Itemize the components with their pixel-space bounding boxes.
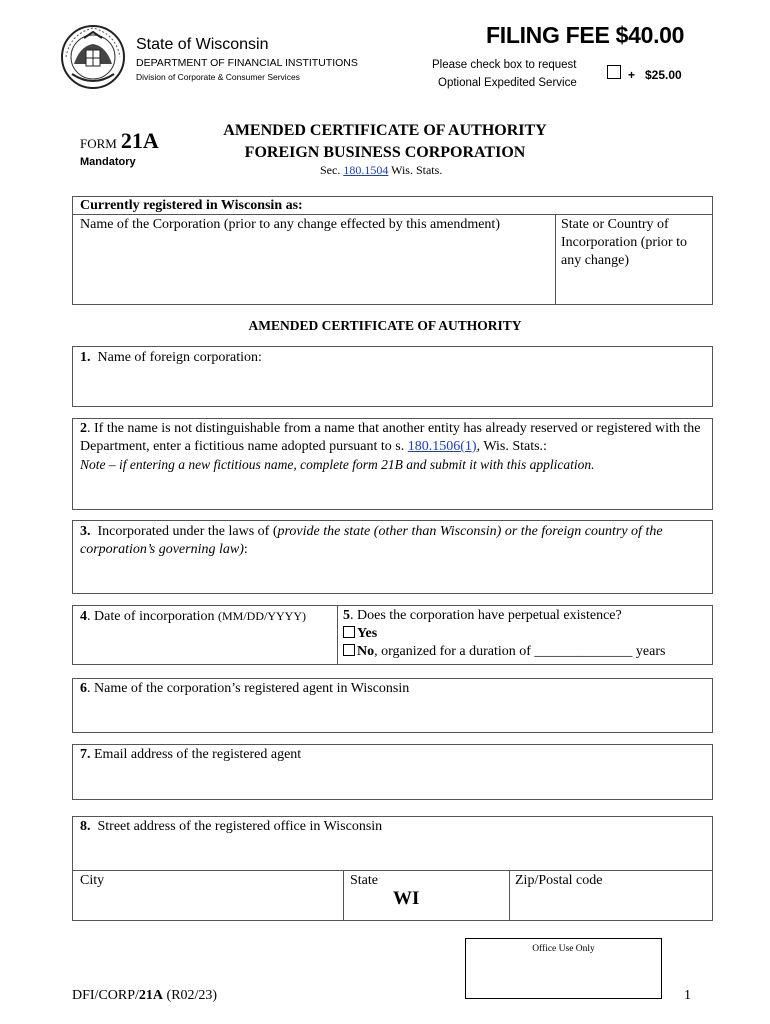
- question-7-text: Email address of the registered agent: [94, 747, 302, 762]
- question-6-number: 6: [80, 681, 87, 696]
- date-format-hint: (MM/DD/YYYY): [218, 609, 307, 623]
- question-2-label: [80, 420, 706, 475]
- address-row-divider: [72, 870, 713, 871]
- question-6-label: [80, 680, 409, 698]
- expedite-checkbox[interactable]: [607, 65, 621, 79]
- office-use-label: Office Use Only: [532, 944, 595, 954]
- expedite-request-line1: Please check box to request: [432, 59, 577, 71]
- zip-label[interactable]: Zip/Postal code: [515, 873, 603, 888]
- city-state-divider: [343, 870, 344, 921]
- question-8-text: Street address of the registered office in Wisconsin: [97, 819, 383, 834]
- perpetual-no-option[interactable]: [343, 643, 665, 661]
- question-2-text: . If the name is not distinguishable from a name that another entity has already reserved or registered with the Department, enter a fictitious name adopted pursuant to s.: [80, 421, 701, 454]
- expedite-fee: + $25.00: [628, 68, 682, 82]
- question-7-label: [80, 746, 301, 764]
- state-value: WI: [393, 888, 420, 909]
- duration-text: , organized for a duration of ______________ years: [374, 644, 666, 659]
- mandatory-label: Mandatory: [80, 156, 136, 168]
- question-2-number: 2: [80, 421, 87, 436]
- form-title-line2: FOREIGN BUSINESS CORPORATION: [244, 144, 526, 161]
- no-checkbox[interactable]: [343, 644, 355, 656]
- question-3-end: :: [243, 542, 248, 557]
- form-code-prefix: DFI/CORP/: [72, 988, 139, 1003]
- division-name: Division of Corporate & Consumer Services: [136, 72, 300, 82]
- question-2-note: Note – if entering a new fictitious name, complete form 21B and submit it with this application.: [80, 457, 595, 472]
- no-label: No: [357, 644, 375, 659]
- question-1-text: Name of foreign corporation:: [97, 350, 262, 365]
- question-1-label: [80, 349, 262, 367]
- city-label[interactable]: City: [80, 873, 105, 888]
- page-number: 1: [684, 988, 691, 1003]
- question-8-label[interactable]: [80, 818, 382, 836]
- state-zip-divider: [509, 870, 510, 921]
- registered-state-label[interactable]: State or Country of Incorporation (prior to any change): [561, 217, 687, 268]
- statute-suffix: Wis. Stats.: [391, 163, 443, 177]
- question-5-number: 5: [343, 608, 350, 623]
- question-4-number: 4: [80, 609, 87, 624]
- question-1-number: 1.: [80, 350, 91, 365]
- question-4-5-divider: [337, 605, 338, 665]
- question-3-text: Incorporated under the laws of (: [97, 524, 278, 539]
- yes-checkbox[interactable]: [343, 626, 355, 638]
- question-2-after: , Wis. Stats.:: [476, 439, 547, 454]
- question-6-text: . Name of the corporation’s registered agent in Wisconsin: [87, 681, 410, 696]
- state-label: State: [350, 873, 378, 888]
- question-5-text: . Does the corporation have perpetual existence?: [350, 608, 622, 623]
- expedite-request-line2: Optional Expedited Service: [438, 77, 577, 89]
- statute-link[interactable]: 180.1504: [343, 163, 389, 177]
- statute-reference: [320, 163, 442, 178]
- yes-label: Yes: [357, 626, 378, 641]
- form-revision: (R02/23): [166, 988, 218, 1003]
- state-name: State of Wisconsin: [136, 36, 269, 53]
- question-3-italic: provide the state (other than Wisconsin) or the foreign country of the corporation’s governing law): [80, 524, 663, 557]
- question-4-text: . Date of incorporation: [87, 609, 215, 624]
- question-3-number: 3.: [80, 524, 91, 539]
- form-code-number: 21A: [138, 988, 164, 1003]
- perpetual-yes-option[interactable]: [343, 625, 377, 643]
- section-title: AMENDED CERTIFICATE OF AUTHORITY: [248, 318, 522, 333]
- question-5-label: [343, 607, 622, 625]
- filing-fee: FILING FEE $40.00: [486, 22, 685, 48]
- statute-prefix: Sec.: [320, 163, 341, 177]
- question-4-label[interactable]: [80, 607, 306, 626]
- wisconsin-seal-icon: [60, 24, 126, 90]
- form-number: 21A: [120, 128, 159, 153]
- department-name: DEPARTMENT OF FINANCIAL INSTITUTIONS: [136, 57, 358, 69]
- question-8-number: 8.: [80, 819, 91, 834]
- registered-name-label[interactable]: Name of the Corporation (prior to any change effected by this amendment): [80, 217, 500, 232]
- question-7-number: 7.: [80, 747, 91, 762]
- form-title-line1: AMENDED CERTIFICATE OF AUTHORITY: [223, 122, 547, 139]
- statute-1506-link[interactable]: 180.1506(1): [407, 439, 477, 454]
- form-word: FORM: [80, 136, 117, 151]
- registered-heading: Currently registered in Wisconsin as:: [80, 198, 303, 213]
- registered-column-divider: [555, 214, 556, 305]
- question-3-label: [80, 523, 706, 559]
- form-code: [72, 988, 217, 1004]
